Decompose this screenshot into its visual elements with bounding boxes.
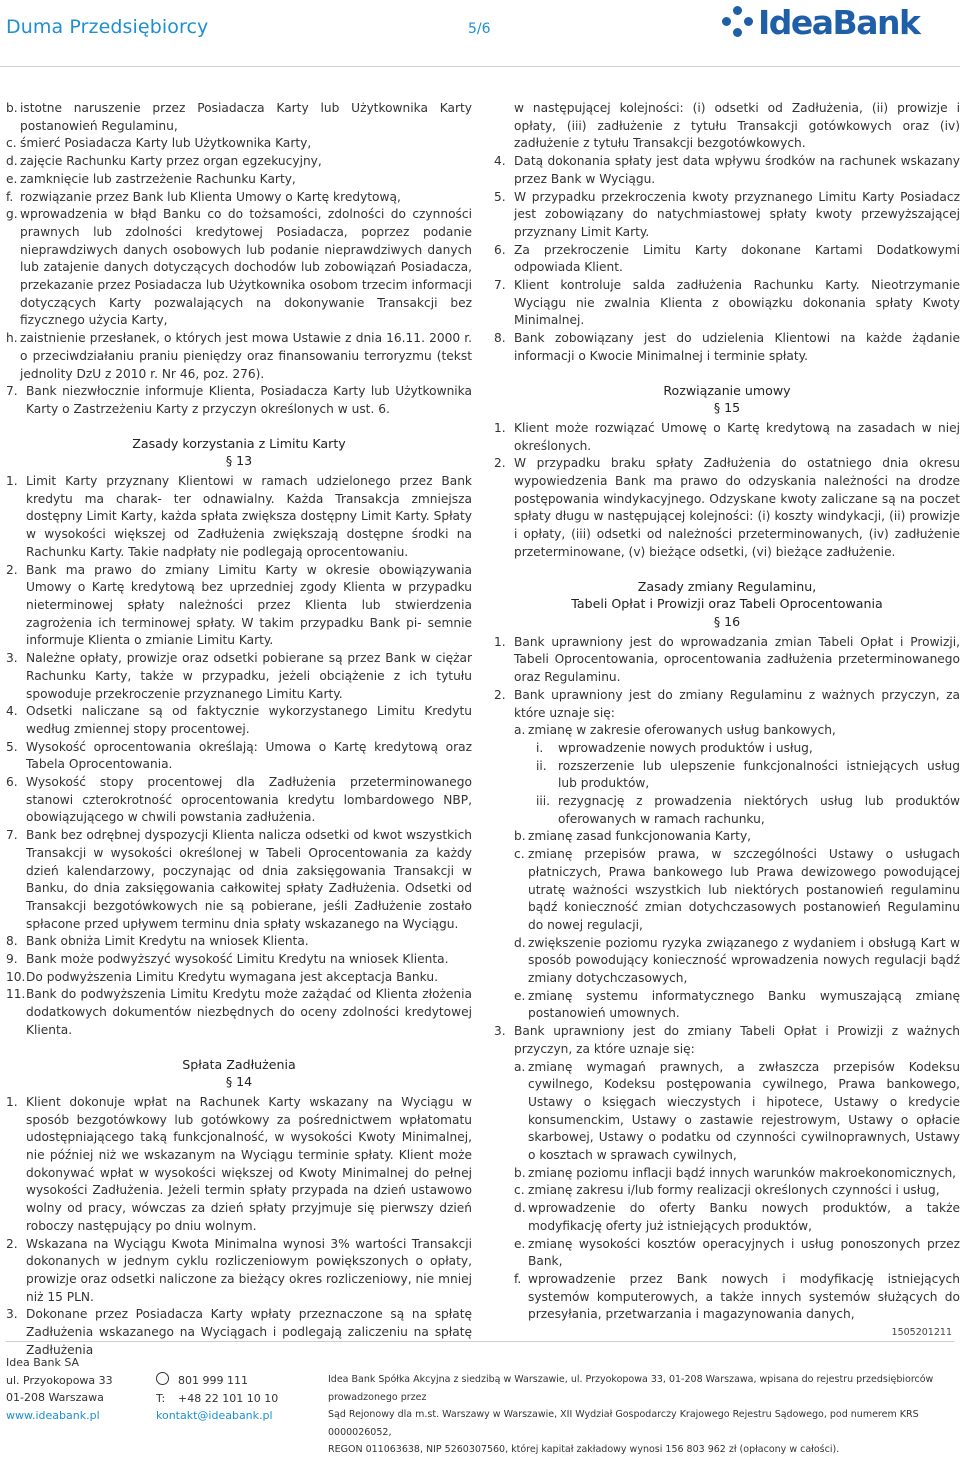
list-item: 2. Bank ma prawo do zmiany Limitu Karty w okresie obowiązywania Umowy o Kartę kredytową bez uprzedniej zgody Klienta w przypadku nieterminowej spłaty należności przez Klienta lub stwierdzenia zagrożenia ich terminowej spłaty. W takim przypadku Bank pi- semnie informuje Klienta o zmianie Limitu Karty. xyxy=(6,562,472,648)
ideabank-logo xyxy=(722,2,919,42)
list-item: 7. Bank bez odrębnej dyspozycji Klienta nalicza odsetki od kwot wszystkich Transakcji w wysokości określonej w Tabeli Oprocentowania za każdy dzień kalendarzowy, poczynając od dnia zaksięgowania Transakcji w Banku, do dnia zaksięgowania całkowitej spłaty Zadłużenia. Odsetki od Transakcji bezgotówkowych nie są pobierane, jeśli Zadłużenie zostało spłacone przed upływem terminu dnia spłaty wskazanego na Wyciągu. xyxy=(6,828,472,931)
phone-icon xyxy=(156,1371,178,1390)
list-subitem: f. rozwiązanie przez Bank lub Klienta Umowy o Kartę kredytową, xyxy=(6,189,401,204)
telephone-number[interactable]: +48 22 101 10 10 xyxy=(178,1391,279,1405)
list-item: 3. Bank uprawniony jest do zmiany Tabeli Opłat i Prowizji z ważnych przyczyn, za które uznaje się: xyxy=(494,1024,960,1056)
section-15-title: Rozwiązanie umowy xyxy=(663,382,791,398)
list-subitem: b. zmianę poziomu inflacji bądź innych warunków makroekonomicznych, xyxy=(514,1165,957,1180)
subitem-list xyxy=(494,828,960,1023)
city: 01-208 Warszawa xyxy=(6,1391,104,1404)
list-item: 3. Dokonane przez Posiadacza Karty wpłaty przeznaczone są na spłatę Zadłużenia wskazanego na Wyciągach i podlegają zaliczeniu na spłatę Zadłużenia xyxy=(6,1307,472,1357)
list-subitem: e. zmianę wysokości kosztów operacyjnych i usług ponoszonych przez Bank, xyxy=(514,1236,960,1269)
list-subitem: d. zajęcie Rachunku Karty przez organ egzekucyjny, xyxy=(6,154,322,169)
list-item: 2. Wskazana na Wyciągu Kwota Minimalna wynosi 3% wartości Transakcji dokonanych w jednym cyklu rozliczeniowym powiększonych o opłaty, prowizje oraz odsetki naliczone za bieżący okres rozliczeniowy, nie mniej niż 15 PLN. xyxy=(6,1236,472,1304)
section-13-number: § 13 xyxy=(225,453,253,469)
left-column xyxy=(6,100,472,1360)
list-item: 5. Wysokość oprocentowania określają: Umowa o Kartę kredytową oraz Tabela Oprocentowania. xyxy=(6,739,472,772)
street: ul. Przyokopowa 33 xyxy=(6,1373,113,1387)
section-14-continued-list xyxy=(494,153,960,365)
list-subitem: a. zmianę wymagań prawnych, a zwłaszcza przepisów Kodeksu cywilnego, Kodeksu postępowania cywilnego, Prawa bankowego, Ustawy o księgach wieczystych i hipotece, Ustawy o kredycie konsumenckim, Ustawy o zastawie rejestrowym, Ustawy o opłacie skarbowej, Ustawy o podatku od czynności cywilnoprawnych, Ustawy o kosztach w sprawach cywilnych, xyxy=(514,1059,960,1163)
list-item: 11. Bank do podwyższenia Limitu Kredytu może zażądać od Klienta złożenia dodatkowych dokumentów niezbędnych do oceny zdolności kredytowej Klienta. xyxy=(6,987,472,1037)
list-item: 1. Limit Karty przyznany Klientowi w ramach udzielonego przez Bank kredytu ma charak- ter odnawialny. Każda Transakcja zmniejsza dostępny Limit Karty, każda spłata zwiększa dostępny Limit Karty. Spłaty w wysokości większej od Zadłużenia zwiększają dostępne środki na Rachunku Karty. Takie nadpłaty nie podlegają oprocentowaniu. xyxy=(6,474,472,559)
website-link[interactable]: www.ideabank.pl xyxy=(6,1408,100,1422)
list-item: 9. Bank może podwyższyć wysokość Limitu Kredytu na wniosek Klienta. xyxy=(6,952,449,967)
list-subitem: e. zamknięcie lub zastrzeżenie Rachunku Karty, xyxy=(6,171,296,186)
footer-address xyxy=(6,1354,113,1424)
list-subitem: h. zaistnienie przesłanek, o których jest mowa Ustawie z dnia 16.11. 2000 r. o przeciwdziałaniu praniu pieniędzy oraz finansowaniu terroryzmu (tekst jednolity DzU z 2010 r. Nr 46, poz. 276). xyxy=(6,331,472,381)
list-subitem: b. zmianę zasad funkcjonowania Karty, xyxy=(514,829,752,844)
list-item: 6. Wysokość stopy procentowej dla Zadłużenia przeterminowanego stanowi czterokrotność oprocentowania kredytu lombardowego NBP, obowiązującego w chwili powstania zadłużenia. xyxy=(6,775,472,825)
list-item: 3. Należne opłaty, prowizje oraz odsetki pobierane są przez Bank w ciężar Rachunku Karty, także w przypadku, jeżeli obciążenie z ich tytułu spowoduje przekroczenie przyznanego Limitu Karty. xyxy=(6,651,472,701)
footer-divider xyxy=(6,1341,954,1342)
list-item: 10. Do podwyższenia Limitu Kredytu wymagana jest akceptacja Banku. xyxy=(6,969,438,984)
subitem-list xyxy=(494,1059,960,1325)
list-subitem: a. zmianę w zakresie oferowanych usług bankowych, xyxy=(514,723,836,738)
termination-reasons-list xyxy=(6,100,472,383)
list-subitem: d. zwiększenie poziomu ryzyka związanego z wydaniem i obsługą Kart w sposób powodujący konieczność wprowadzenia nowych regulacji bądź zmiany dotychczasowych, xyxy=(514,935,960,986)
list-subitem: c. zmianę zakresu i/lub formy realizacji określonych czynności i usług, xyxy=(514,1183,940,1198)
page-number: 5/6 xyxy=(468,21,491,37)
list-item: 8. Bank zobowiązany jest do udzielenia Klientowi na każde żądanie informacji o Kwocie Minimalnej i terminie spłaty. xyxy=(494,331,960,363)
list-subsubitem: i. wprowadzenie nowych produktów i usług, xyxy=(536,740,813,755)
list-subitem: c. śmierć Posiadacza Karty lub Użytkownika Karty, xyxy=(6,136,312,151)
list-subitem: g. wprowadzenia w błąd Banku co do tożsamości, zdolności do czynności prawnych lub zdolności kredytowej Posiadacza, poprzez podanie nieprawdziwych danych osobowych lub podanie nieprawdziwych danych lub zatajenie danych dotyczących dochodów lub zobowiązań Posiadacza, przekazanie przez Posiadacza lub Użytkownika osobom trzecim informacji dotyczących Karty pozwalających na dokonywanie Transakcji bez fizycznego użycia Karty, xyxy=(6,207,472,328)
subitem-roman-list xyxy=(494,740,960,829)
list-item: 5. W przypadku przekroczenia kwoty przyznanego Limitu Karty Posiadacz jest zobowiązany do natychmiastowej spłaty kwoty przewyższającej przyznany Limit Karty. xyxy=(494,189,960,239)
logo-wordmark: IdeaBank xyxy=(758,2,920,42)
list-subitem: e. zmianę systemu informatycznego Banku wymuszającą zmianę postanowień umownych. xyxy=(514,988,960,1021)
section-14-title: Spłata Zadłużenia xyxy=(182,1056,296,1072)
hotline-number[interactable]: 801 999 111 xyxy=(178,1374,248,1387)
list-item: 1. Klient dokonuje wpłat na Rachunek Karty wskazany na Wyciągu w sposób bezgotówkowy lub gotówkowy za pośrednictwem wpłatomatu udostępniającego taką funkcjonalność, w wysokości Kwoty Minimalnej, nie później niż we wskazanym na Wyciągu terminie spłaty. Klient może dokonywać wpłat w wysokości większej od Kwoty Minimalnej do pełnej wysokości Zadłużenia. Jeżeli termin spłaty przypada na dzień ustawowo wolny od pracy, wówczas za dzień spłaty przyjmuje się pierwszy dzień roboczy następujący po dniu wolnym. xyxy=(6,1094,472,1233)
list-item: 6. Za przekroczenie Limitu Karty dokonane Kartami Dodatkowymi odpowiada Klient. xyxy=(494,242,960,275)
list-item: 8. Bank obniża Limit Kredytu na wniosek Klienta. xyxy=(6,934,309,949)
list-item: 1. Bank uprawniony jest do wprowadzania zmian Tabeli Opłat i Prowizji, Tabeli Oprocentowania, oprocentowania zadłużenia przeterminowanego oraz Regulaminu. xyxy=(494,634,960,685)
list-subitem: d. wprowadzenie do oferty Banku nowych produktów, a także modyfikację oferty już istniejących produktów, xyxy=(514,1201,960,1233)
footer-contact xyxy=(156,1371,278,1425)
section-13-list xyxy=(6,473,472,1040)
list-item: 2. Bank uprawniony jest do zmiany Regulaminu z ważnych przyczyn, za które uznaje się: xyxy=(494,687,960,720)
section-15-list xyxy=(494,420,960,562)
list-subitem: c. zmianę przepisów prawa, w szczególności Ustawy o usługach płatniczych, Prawa bankowego lub Prawa dewizowego powodującej utratę ważności wszystkich lub niektórych postanowień regulaminu bądź konieczność zmian dotychczasowych postanowień Regulaminu do nowej regulacji, xyxy=(514,847,960,932)
list-item: 7. Klient kontroluje salda zadłużenia Rachunku Karty. Nieotrzymanie Wyciągu nie zwalnia Klienta z obowiązku dokonania spłaty Kwoty Minimalnej. xyxy=(494,278,960,328)
logo-dots-icon xyxy=(722,6,754,38)
list-item: 1. Klient może rozwiązać Umowę o Kartę kredytową na zasadach w niej określonych. xyxy=(494,420,960,453)
page-footer xyxy=(0,1320,960,1455)
document-title: Duma Przedsiębiorcy xyxy=(6,16,209,38)
company-name: Idea Bank SA xyxy=(6,1356,80,1369)
section-14-number: § 14 xyxy=(225,1074,253,1090)
list-item: 7. Bank niezwłocznie informuje Klienta, Posiadacza Karty lub Użytkownika Karty o Zastrzeżeniu Karty z przyczyn określonych w ust. 6. xyxy=(6,384,472,416)
section-15-number: § 15 xyxy=(713,400,741,416)
section-16-number: § 16 xyxy=(713,613,741,629)
list-item: 4. Odsetki naliczane są od faktycznie wykorzystanego Limitu Kredytu według zmiennej stopy procentowej. xyxy=(6,704,472,736)
email-link[interactable]: kontakt@ideabank.pl xyxy=(156,1409,273,1422)
footer-legal: Idea Bank Spółka Akcyjna z siedzibą w Warszawie, ul. Przyokopowa 33, 01-208 Warszawa, wpisana do rejestru przedsiębiorców prowadzonego przez Sąd Rejonowy dla m.st. Warszawy w Warszawie, XII Wydział Gospodarczy Krajowego Rejestru Sądowego, pod numerem KRS 0000026052, REGON 011063638, NIP 5260307560, której kapitał zakładowy wynosi 156 803 962 zł (opłacony w całości). xyxy=(328,1374,934,1455)
list-subsubitem: ii. rozszerzenie lub ulepszenie funkcjonalności istniejących usług lub produktów, xyxy=(536,758,960,791)
list-item: 4. Datą dokonania spłaty jest data wpływu środków na rachunek wskazany przez Bank w Wyciągu. xyxy=(494,154,960,186)
section-13-title: Zasady korzystania z Limitu Karty xyxy=(132,435,346,451)
tel-label: T: xyxy=(156,1391,166,1405)
document-code: 1505201211 xyxy=(891,1327,952,1338)
list-subsubitem: iii. rezygnację z prowadzenia niektórych usług lub produktów oferowanych w ramach rachunku, xyxy=(536,794,960,826)
list-subitem: b. istotne naruszenie przez Posiadacza Karty lub Użytkownika Karty postanowień Regulaminu, xyxy=(6,101,472,133)
list-subitem: f. wprowadzenie przez Bank nowych i modyfikację istniejących systemów komputerowych, a także innych systemów służących do przesyłania, przetwarzania i magazynowania danych, xyxy=(514,1272,960,1322)
page-header xyxy=(0,0,960,67)
continued-paragraph: w następującej kolejności: (i) odsetki od Zadłużenia, (ii) prowizje i opłaty, (iii) zadłużenie z tytułu Transakcji gotówkowych oraz (iv) zadłużenie z tytułu Transakcji bezgotówkowych. xyxy=(514,101,960,151)
section-16-title: Zasady zmiany Regulaminu, Tabeli Opłat i Prowizji oraz Tabeli Oprocentowania xyxy=(571,578,883,612)
right-column xyxy=(494,100,960,1324)
list-item: 2. W przypadku braku spłaty Zadłużenia do ostatniego dnia okresu wypowiedzenia Bank ma prawo do odzyskania należności na drodze postępowania windykacyjnego. Odzyskane kwoty zaliczane są na poczet spłaty długu w następującej kolejności: (i) koszty windykacji, (ii) prowizje i opłaty, (iii) odsetki od należności przeterminowanych, (iv) zadłużenie przeterminowane, (v) bieżące odsetki, (vi) bieżące zadłużenie. xyxy=(494,456,960,559)
